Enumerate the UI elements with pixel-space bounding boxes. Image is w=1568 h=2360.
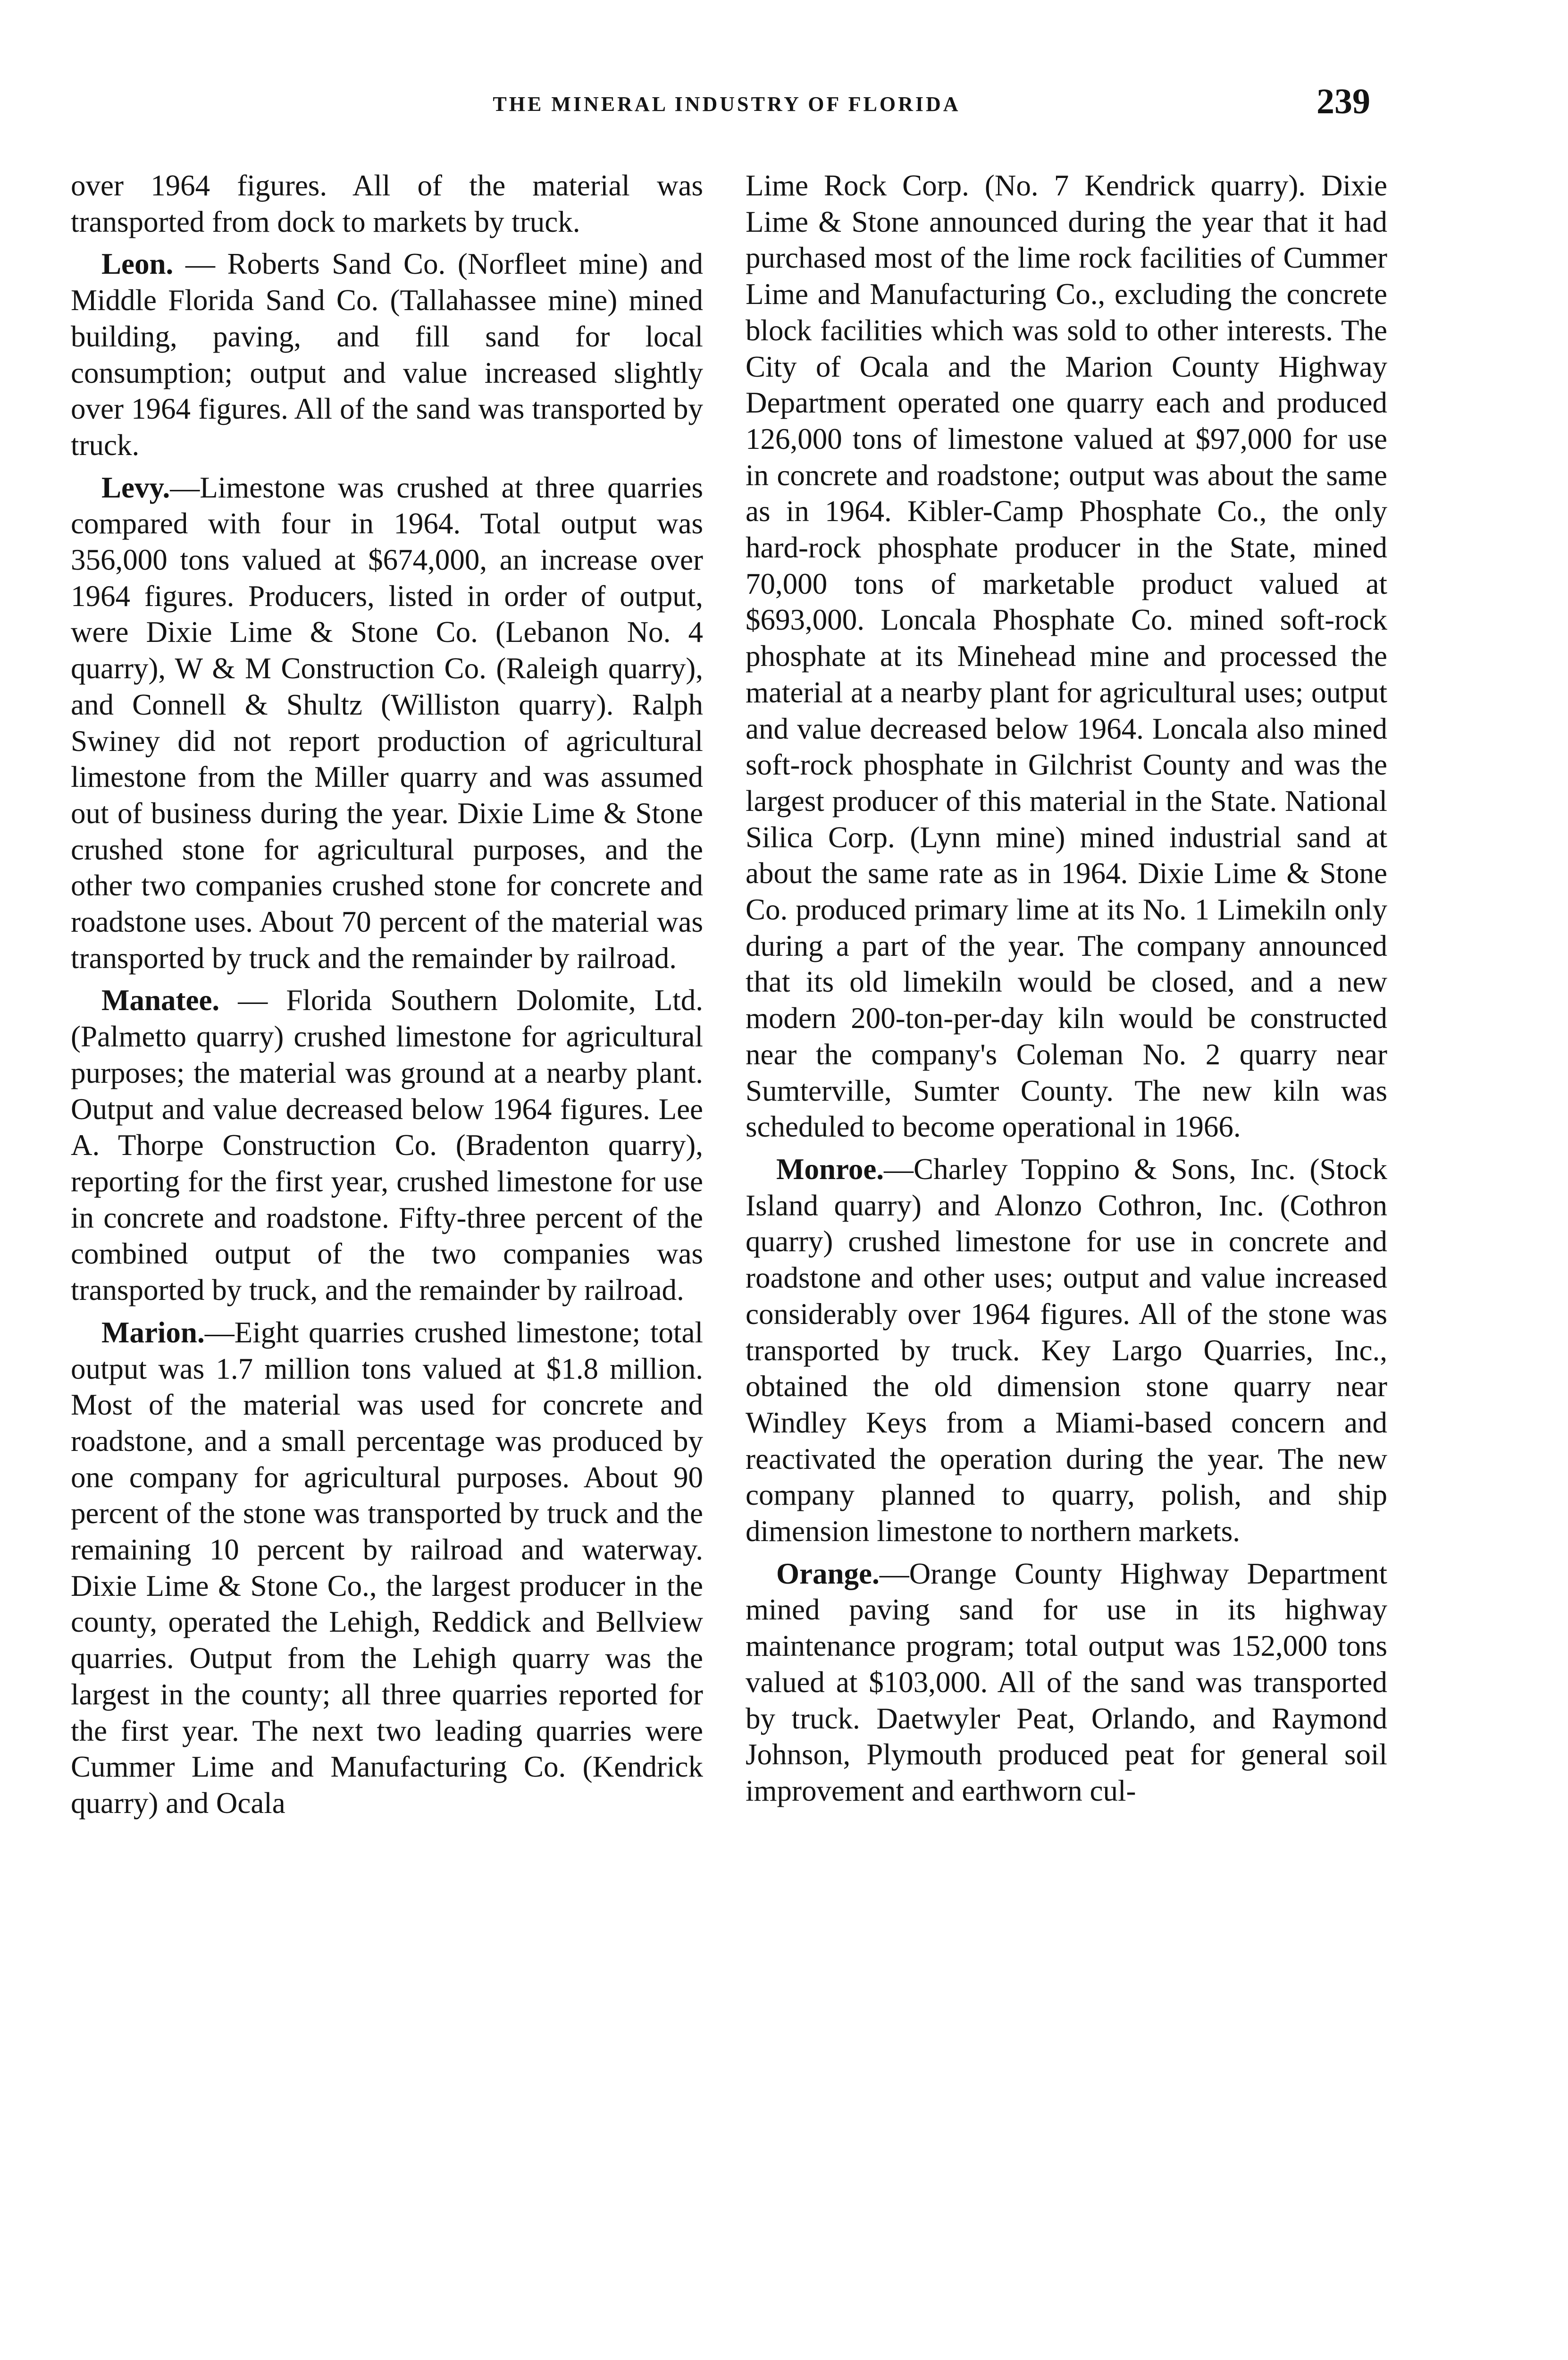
paragraph-continuation <box>71 168 703 240</box>
county-heading-marion: Marion. <box>101 1315 205 1349</box>
left-column <box>71 168 703 1821</box>
page-number: 239 <box>1316 82 1370 121</box>
paragraph-text: — Roberts Sand Co. (Norfleet mine) and Middle Florida Sand Co. (Tallahassee mine) mined building, paving, and fill sand for local consumption; output and value increased slightly over 1964 figures. All of the sand was transported by truck. <box>71 247 703 462</box>
running-header: THE MINERAL INDUSTRY OF FLORIDA <box>493 93 961 116</box>
paragraph-text: —Eight quarries crushed limestone; total output was 1.7 million tons valued at $1.8 million. Most of the material was used for concrete and roadstone, and a small percentage was produced by one company for agricultural purposes. About 90 percent of the stone was transported by truck and the remaining 10 percent by railroad and waterway. Dixie Lime & Stone Co., the largest producer in the county, operated the Lehigh, Reddick and Bellview quarries. Output from the Lehigh quarry was the largest in the county; all three quarries reported for the first year. The next two leading quarries were Cummer Lime and Manufacturing Co. (Kendrick quarry) and Ocala <box>71 1315 703 1820</box>
county-heading-orange: Orange. <box>776 1557 880 1590</box>
paragraph-text: —Orange County Highway Department mined paving sand for use in its highway maintenance program; total output was 152,000 tons valued at $103,000. All of the sand was transported by truck. Daetwyler Peat, Orlando, and Raymond Johnson, Plymouth produced peat for general soil improvement and earthworn cul- <box>746 1557 1387 1807</box>
paragraph-orange <box>746 1556 1387 1809</box>
county-heading-levy: Levy. <box>101 471 170 504</box>
right-column <box>746 168 1387 1809</box>
county-heading-manatee: Manatee. <box>101 984 220 1017</box>
paragraph-text: over 1964 figures. All of the material was transported from dock to markets by truck. <box>71 169 703 238</box>
county-heading-monroe: Monroe. <box>776 1152 884 1186</box>
paragraph-text: —Limestone was crushed at three quarries compared with four in 1964. Total output was 356,000 tons valued at $674,000, an increase over 1964 figures. Producers, listed in order of output, were Dixie Lime & Stone Co. (Lebanon No. 4 quarry), W & M Construction Co. (Raleigh quarry), and Connell & Shultz (Williston quarry). Ralph Swiney did not report production of agricultural limestone from the Miller quarry and was assumed out of business during the year. Dixie Lime & Stone crushed stone for agricultural purposes, and the other two companies crushed stone for concrete and roadstone uses. About 70 percent of the material was transported by truck and the remainder by railroad. <box>71 471 703 975</box>
paragraph-marion-continued <box>746 168 1387 1145</box>
paragraph-levy <box>71 470 703 977</box>
paragraph-marion <box>71 1315 703 1821</box>
paragraph-monroe <box>746 1151 1387 1550</box>
paragraph-text: — Florida Southern Dolomite, Ltd. (Palmetto quarry) crushed limestone for agricultural purposes; the material was ground at a nearby plant. Output and value decreased below 1964 figures. Lee A. Thorpe Construction Co. (Bradenton quarry), reporting for the first year, crushed limestone for use in concrete and roadstone. Fifty-three percent of the combined output of the two companies was transported by truck, and the remainder by railroad. <box>71 984 703 1307</box>
paragraph-manatee <box>71 982 703 1308</box>
county-heading-leon: Leon. <box>101 247 174 281</box>
paragraph-text: —Charley Toppino & Sons, Inc. (Stock Island quarry) and Alonzo Cothron, Inc. (Cothron quarry) crushed limestone for use in concrete and roadstone and other uses; output and value increased considerably over 1964 figures. All of the stone was transported by truck. Key Largo Quarries, Inc., obtained the old dimension stone quarry near Windley Keys from a Miami-based concern and reactivated the operation during the year. The new company planned to quarry, polish, and ship dimension limestone to northern markets. <box>746 1152 1387 1548</box>
paragraph-text: Lime Rock Corp. (No. 7 Kendrick quarry). Dixie Lime & Stone announced during the year that it had purchased most of the lime rock facilities of Cummer Lime and Manufacturing Co., excluding the concrete block facilities which was sold to other interests. The City of Ocala and the Marion County Highway Department operated one quarry each and produced 126,000 tons of limestone valued at $97,000 for use in concrete and roadstone; output was about the same as in 1964. Kibler-Camp Phosphate Co., the only hard-rock phosphate producer in the State, mined 70,000 tons of marketable product valued at $693,000. Loncala Phosphate Co. mined soft-rock phosphate at its Minehead mine and processed the material at a nearby plant for agricultural uses; output and value decreased below 1964. Loncala also mined soft-rock phosphate in Gilchrist County and was the largest producer of this material in the State. National Silica Corp. (Lynn mine) mined industrial sand at about the same rate as in 1964. Dixie Lime & Stone Co. produced primary lime at its No. 1 Limekiln only during a part of the year. The company announced that its old limekiln would be closed, and a new modern 200-ton-per-day kiln would be constructed near the company's Coleman No. 2 quarry near Sumterville, Sumter County. The new kiln was scheduled to become operational in 1966. <box>746 169 1387 1144</box>
paragraph-leon <box>71 246 703 463</box>
